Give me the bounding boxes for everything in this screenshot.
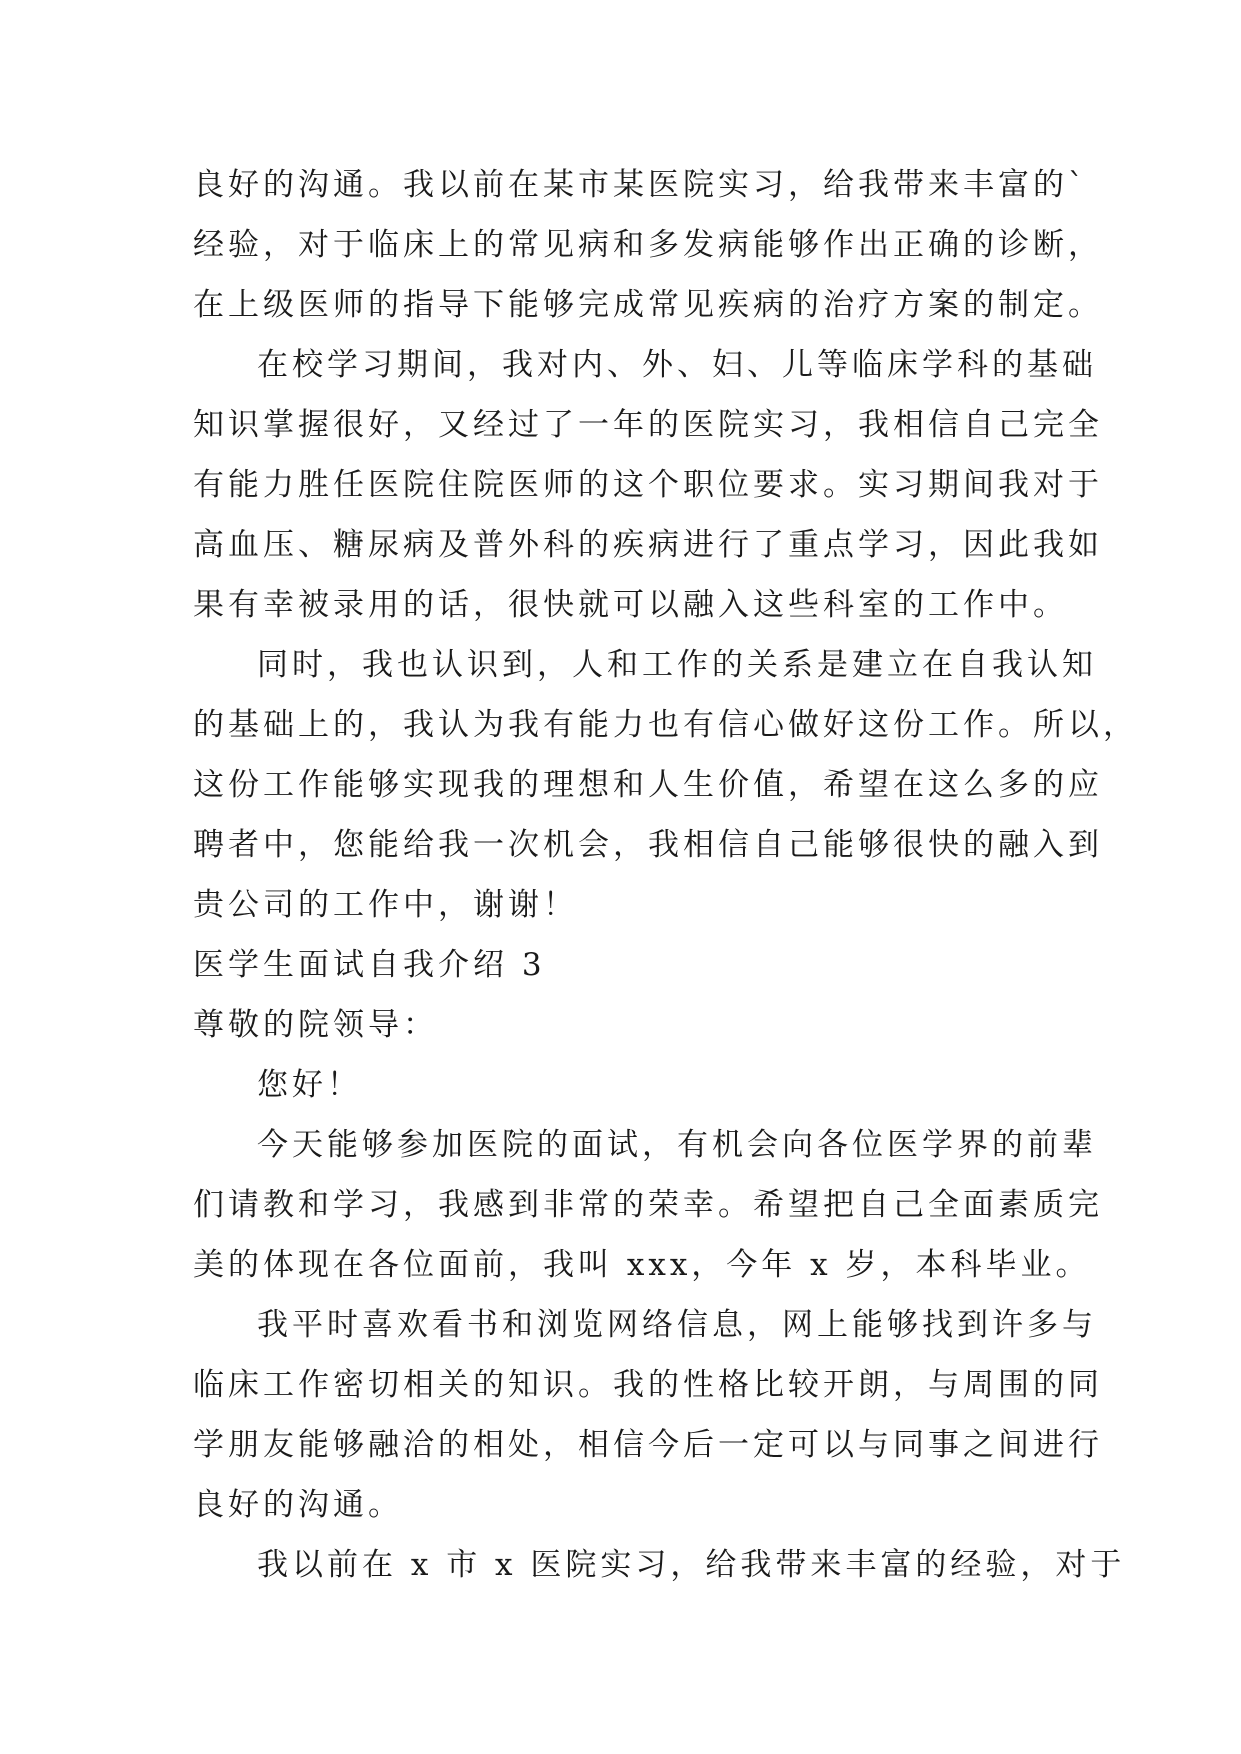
greeting: 您好！ xyxy=(257,1067,362,1103)
text-line: 聘者中，您能给我一次机会，我相信自己能够很快的融入到 xyxy=(193,827,1103,863)
text-line: 我以前在 x 市 x 医院实习，给我带来丰富的经验，对于 xyxy=(257,1547,1126,1583)
section-heading: 医学生面试自我介绍 3 xyxy=(193,947,546,983)
text-line: 这份工作能够实现我的理想和人生价值，希望在这么多的应 xyxy=(193,767,1103,803)
text-line: 在校学习期间，我对内、外、妇、儿等临床学科的基础 xyxy=(257,347,1097,383)
text-line: 今天能够参加医院的面试，有机会向各位医学界的前辈 xyxy=(257,1127,1097,1163)
text-line: 临床工作密切相关的知识。我的性格比较开朗，与周围的同 xyxy=(193,1367,1103,1403)
text-line: 经验，对于临床上的常见病和多发病能够作出正确的诊断， xyxy=(193,227,1103,263)
text-line: 们请教和学习，我感到非常的荣幸。希望把自己全面素质完 xyxy=(193,1187,1103,1223)
text-line: 的基础上的，我认为我有能力也有信心做好这份工作。所以， xyxy=(193,707,1138,743)
text-line: 同时，我也认识到，人和工作的关系是建立在自我认知 xyxy=(257,647,1097,683)
salutation: 尊敬的院领导： xyxy=(193,1007,438,1043)
text-line: 果有幸被录用的话，很快就可以融入这些科室的工作中。 xyxy=(193,587,1068,623)
text-line: 良好的沟通。 xyxy=(193,1487,403,1523)
text-line: 有能力胜任医院住院医师的这个职位要求。实习期间我对于 xyxy=(193,467,1103,503)
text-line: 高血压、糖尿病及普外科的疾病进行了重点学习，因此我如 xyxy=(193,527,1103,563)
text-line: 贵公司的工作中，谢谢！ xyxy=(193,887,578,923)
text-line: 在上级医师的指导下能够完成常见疾病的治疗方案的制定。 xyxy=(193,287,1103,323)
text-line: 我平时喜欢看书和浏览网络信息，网上能够找到许多与 xyxy=(257,1307,1097,1343)
text-line: 美的体现在各位面前，我叫 xxx，今年 x 岁，本科毕业。 xyxy=(193,1247,1091,1283)
document-body xyxy=(193,155,1138,1595)
text-line: 知识掌握很好，又经过了一年的医院实习，我相信自己完全 xyxy=(193,407,1103,443)
text-line: 学朋友能够融洽的相处，相信今后一定可以与同事之间进行 xyxy=(193,1427,1103,1463)
text-line: 良好的沟通。我以前在某市某医院实习，给我带来丰富的` xyxy=(193,167,1088,203)
